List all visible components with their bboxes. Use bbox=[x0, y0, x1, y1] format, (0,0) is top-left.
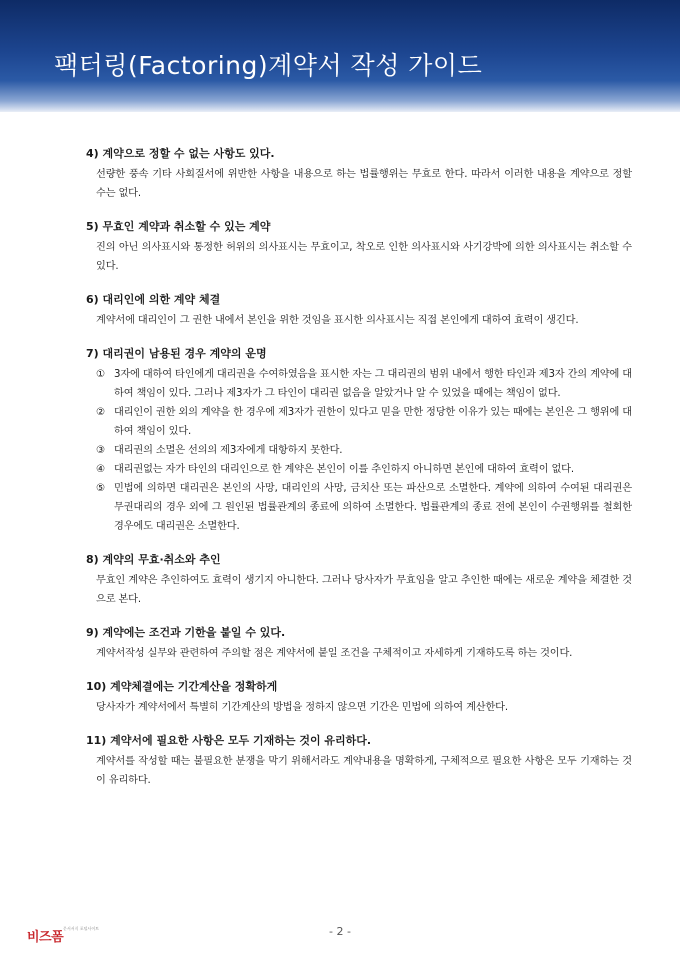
section-paragraph: 계약서를 작성할 때는 불필요한 분쟁을 막기 위해서라도 계약내용을 명확하게, 구체적으로 필요한 사항은 모두 기재하는 것이 유리하다. bbox=[96, 756, 632, 786]
list-text: 대리권의 소멸은 선의의 제3자에게 대항하지 못한다. bbox=[114, 445, 343, 456]
list-text: 민법에 의하면 대리권은 본인의 사망, 대리인의 사망, 금치산 또는 파산으로 소멸한다. 계약에 의하여 수여된 대리권은 무권대리의 경우 외에 그 원인된 법률관계의 종료에 의하여 소멸한다. 법률관계의 종료 전에 본인이 수권행위를 철회한 경우에도 대리권은 소멸한다. bbox=[114, 483, 632, 532]
section-paragraph: 당사자가 계약서에서 특별히 기간계산의 방법을 정하지 않으면 기간은 민법에 의하여 계산한다. bbox=[96, 702, 508, 713]
section-paragraph: 계약서작성 실무와 관련하여 주의할 점은 계약서에 붙일 조건을 구체적이고 자세하게 기재하도록 하는 것이다. bbox=[96, 648, 573, 659]
section-heading: 7) 대리권이 남용된 경우 계약의 운명 bbox=[86, 347, 267, 360]
section-paragraph: 진의 아닌 의사표시와 통정한 허위의 의사표시는 무효이고, 착오로 인한 의사표시와 사기강박에 의한 의사표시는 취소할 수 있다. bbox=[96, 242, 632, 272]
list-item bbox=[96, 403, 632, 441]
list-number: ⑤ bbox=[96, 483, 105, 494]
section-4 bbox=[86, 146, 632, 203]
section-heading: 9) 계약에는 조건과 기한을 붙일 수 있다. bbox=[86, 626, 286, 639]
list-item bbox=[96, 479, 632, 536]
list-number: ③ bbox=[96, 445, 105, 456]
list-item bbox=[96, 441, 632, 460]
section-heading: 6) 대리인에 의한 계약 체결 bbox=[86, 293, 221, 306]
list-text: 대리인이 권한 외의 계약을 한 경우에 제3자가 권한이 있다고 믿을 만한 정당한 이유가 있는 때에는 본인은 그 행위에 대하여 책임이 있다. bbox=[114, 407, 632, 437]
document-body bbox=[86, 146, 632, 806]
section-heading: 11) 계약서에 필요한 사항은 모두 기재하는 것이 유리하다. bbox=[86, 734, 372, 747]
list-text: 대리권없는 자가 타인의 대리인으로 한 계약은 본인이 이를 추인하지 아니하면 본인에 대하여 효력이 없다. bbox=[114, 464, 574, 475]
logo-subtext: 문서서식 포털사이트 bbox=[63, 926, 100, 931]
section-9 bbox=[86, 625, 632, 663]
section-heading: 10) 계약체결에는 기간계산을 정확하게 bbox=[86, 680, 278, 693]
section-10 bbox=[86, 679, 632, 717]
page-title: 팩터링(Factoring)계약서 작성 가이드 bbox=[54, 51, 483, 80]
section-6 bbox=[86, 292, 632, 330]
logo-text: 비즈폼 bbox=[27, 930, 64, 945]
page-header bbox=[0, 0, 680, 112]
section-heading: 4) 계약으로 정할 수 없는 사항도 있다. bbox=[86, 147, 275, 160]
section-paragraph: 무효인 계약은 추인하여도 효력이 생기지 아니한다. 그러나 당사자가 무효임을 알고 추인한 때에는 새로운 계약을 체결한 것으로 본다. bbox=[96, 575, 632, 605]
section-5 bbox=[86, 219, 632, 276]
list-item bbox=[96, 365, 632, 403]
list-number: ② bbox=[96, 407, 105, 418]
numbered-list bbox=[86, 365, 632, 536]
list-number: ④ bbox=[96, 464, 105, 475]
list-text: 3자에 대하여 타인에게 대리권을 수여하였음을 표시한 자는 그 대리권의 범위 내에서 행한 타인과 제3자 간의 계약에 대하여 책임이 있다. 그러나 제3자가 그 타인이 대리권 없음을 알았거나 알 수 있었을 때에는 책임이 없다. bbox=[114, 369, 632, 399]
list-number: ① bbox=[96, 369, 105, 380]
section-heading: 5) 무효인 계약과 취소할 수 있는 계약 bbox=[86, 220, 271, 233]
section-11 bbox=[86, 733, 632, 790]
section-heading: 8) 계약의 무효·취소와 추인 bbox=[86, 553, 221, 566]
page-number: - 2 - bbox=[329, 925, 351, 938]
section-8 bbox=[86, 552, 632, 609]
section-7 bbox=[86, 346, 632, 536]
list-item bbox=[96, 460, 632, 479]
section-paragraph: 계약서에 대리인이 그 권한 내에서 본인을 위한 것임을 표시한 의사표시는 직접 본인에게 대하여 효력이 생긴다. bbox=[96, 315, 579, 326]
section-paragraph: 선량한 풍속 기타 사회질서에 위반한 사항을 내용으로 하는 법률행위는 무효로 한다. 따라서 이러한 내용을 계약으로 정할 수는 없다. bbox=[96, 169, 632, 199]
